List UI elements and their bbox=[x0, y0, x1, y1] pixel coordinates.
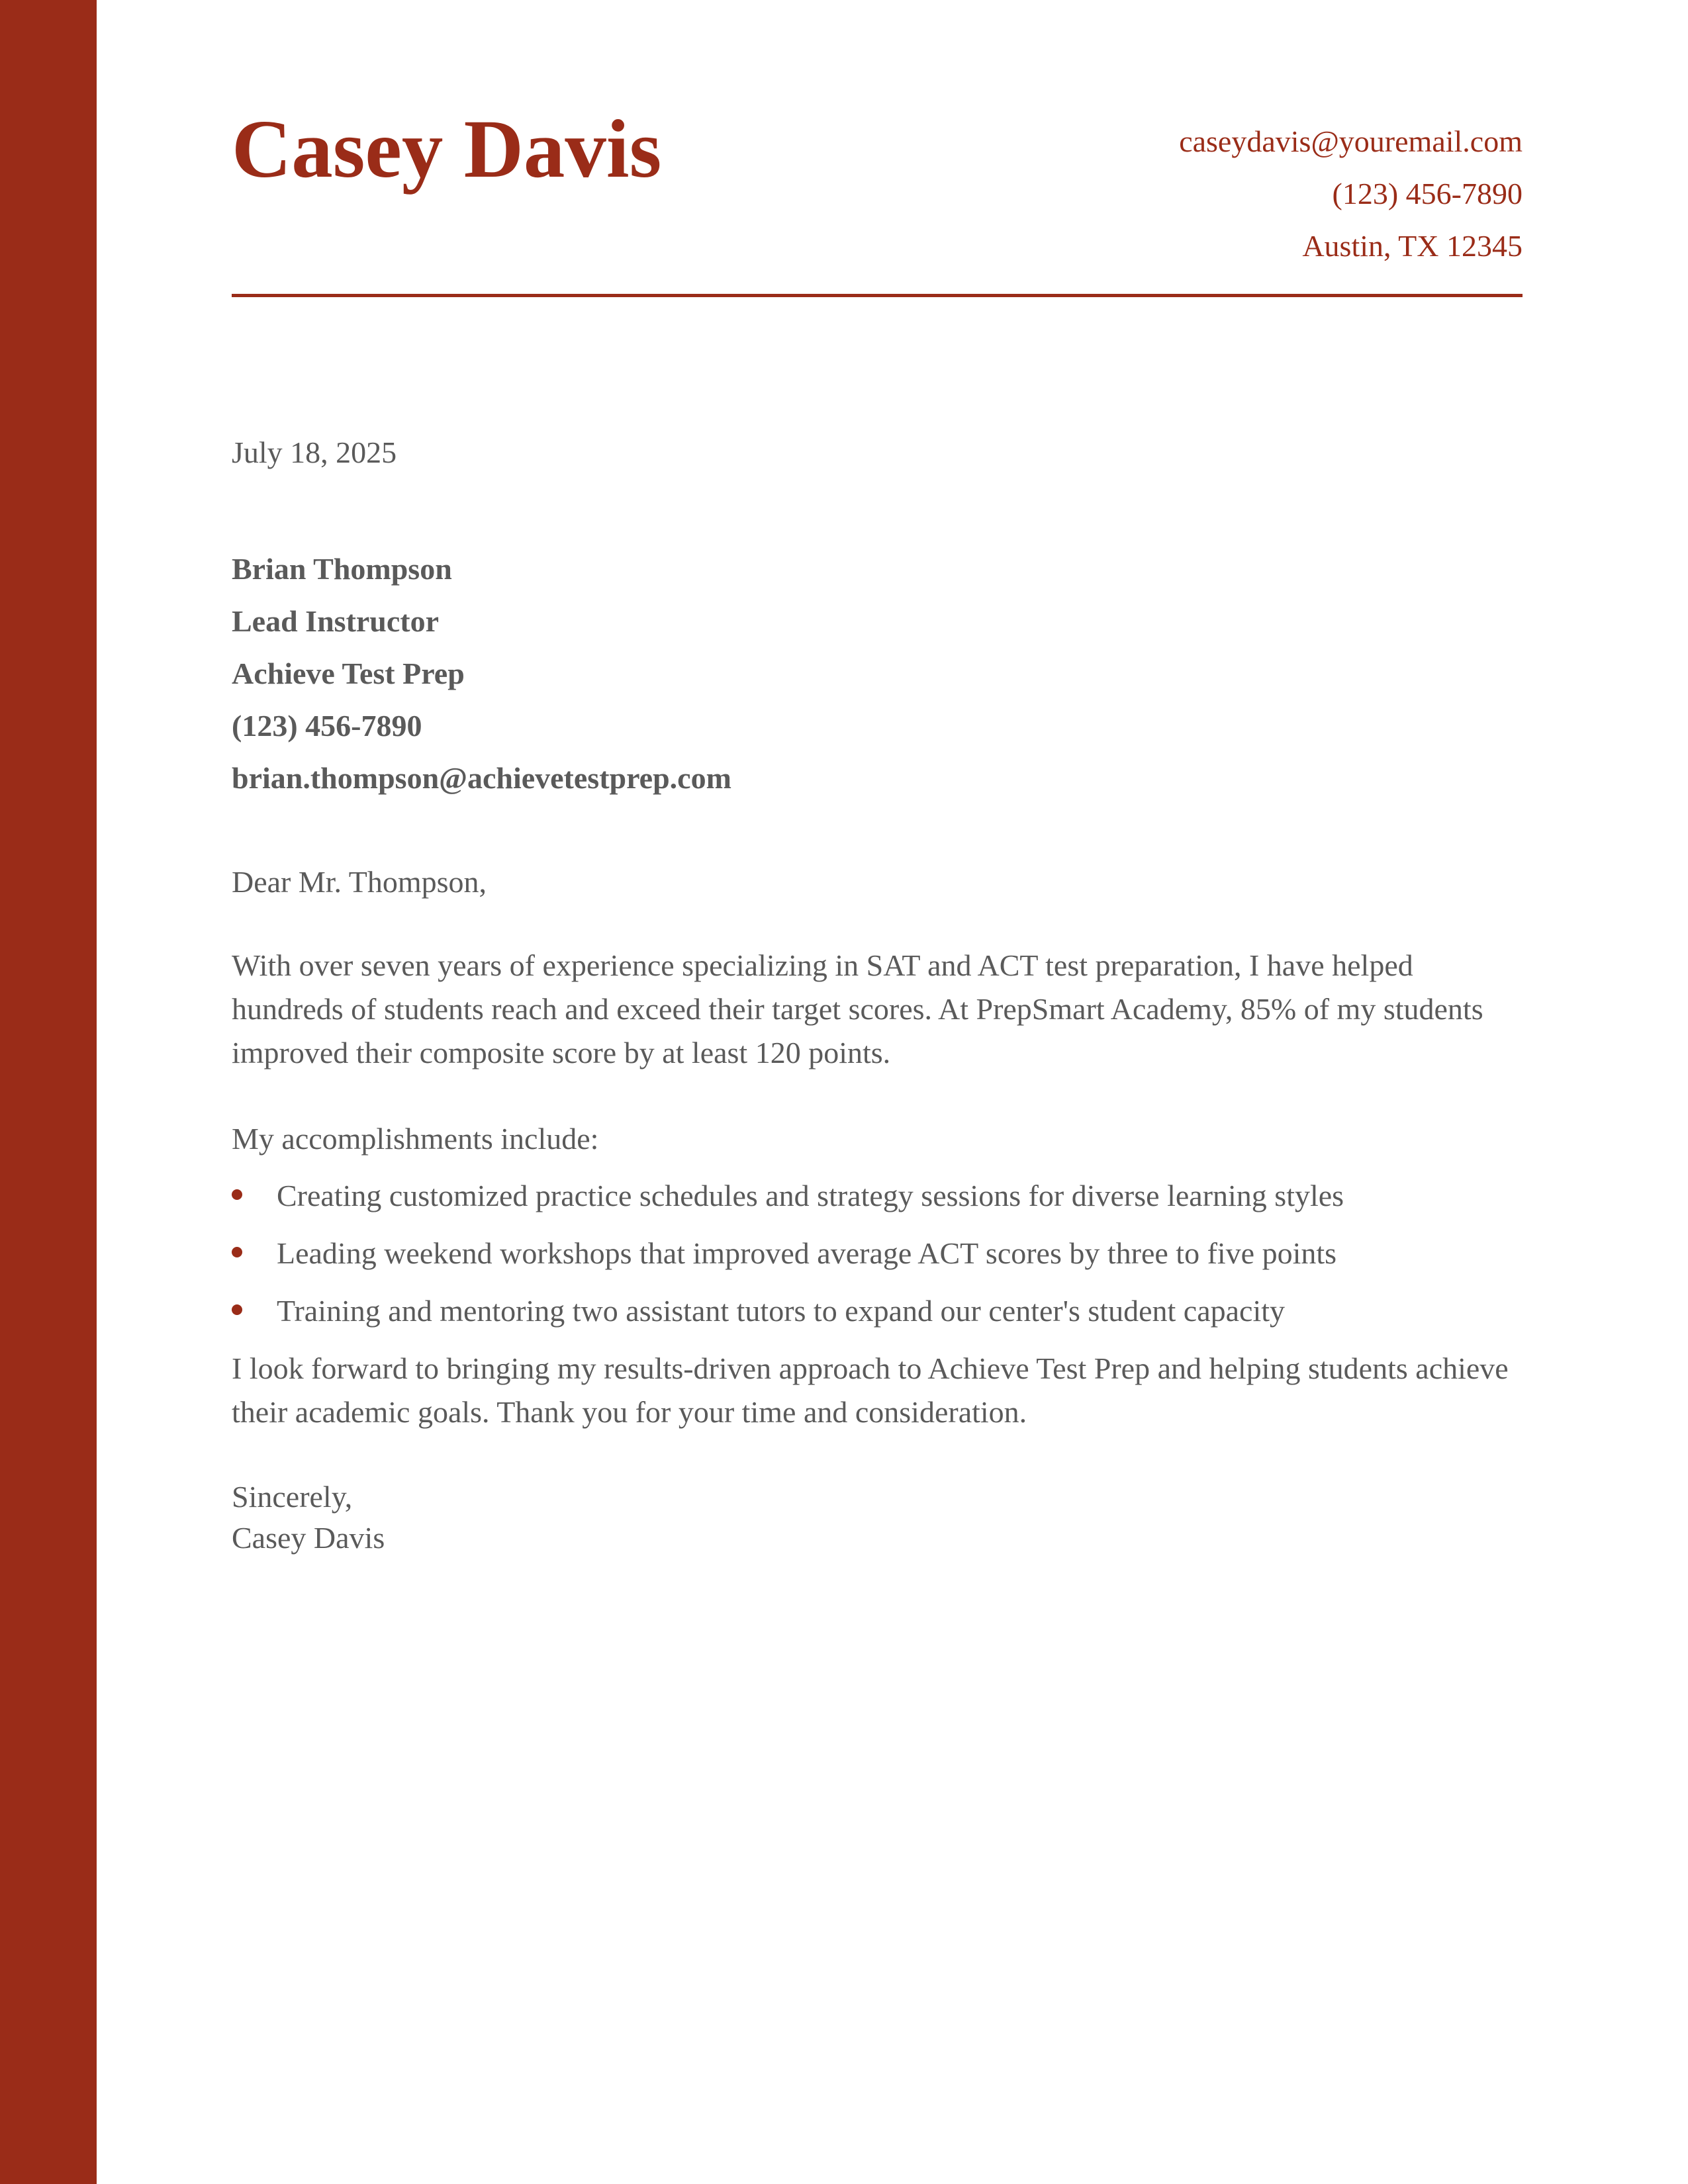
letter-body bbox=[232, 860, 1523, 1559]
list-item bbox=[232, 1232, 1523, 1275]
sender-name: Casey Davis bbox=[232, 104, 662, 195]
recipient-phone: (123) 456-7890 bbox=[232, 709, 422, 743]
recipient-block bbox=[232, 543, 731, 804]
closing-block bbox=[232, 1477, 1523, 1559]
signature: Casey Davis bbox=[232, 1521, 385, 1555]
list-item-text: Training and mentoring two assistant tutors to expand our center's student capacity bbox=[277, 1294, 1286, 1328]
sender-phone: (123) 456-7890 bbox=[1332, 177, 1523, 210]
closing: Sincerely, bbox=[232, 1480, 353, 1514]
accomplishments-list bbox=[232, 1174, 1523, 1333]
sender-contact bbox=[1179, 115, 1523, 272]
recipient-name: Brian Thompson bbox=[232, 552, 452, 586]
recipient-title: Lead Instructor bbox=[232, 604, 440, 638]
header-divider bbox=[232, 294, 1523, 297]
list-item-text: Leading weekend workshops that improved average ACT scores by three to five points bbox=[277, 1236, 1337, 1270]
bullet-icon bbox=[232, 1189, 242, 1200]
sender-location: Austin, TX 12345 bbox=[1302, 229, 1523, 263]
bullet-icon bbox=[232, 1247, 242, 1257]
recipient-email: brian.thompson@achievetestprep.com bbox=[232, 761, 731, 795]
intro-paragraph: With over seven years of experience specializing in SAT and ACT test preparation, I have helped hundreds of students reach and exceed their target scores. At PrepSmart Academy, 85% of my students improved their composite score by at least 120 points. bbox=[232, 948, 1483, 1069]
recipient-company: Achieve Test Prep bbox=[232, 657, 465, 690]
list-item bbox=[232, 1174, 1523, 1218]
accent-sidebar bbox=[0, 0, 97, 2184]
sender-email: caseydavis@youremail.com bbox=[1179, 124, 1523, 158]
conclusion-paragraph: I look forward to bringing my results-driven approach to Achieve Test Prep and helping students achieve their academic goals. Thank you for your time and consideration. bbox=[232, 1351, 1509, 1429]
bullet-icon bbox=[232, 1304, 242, 1315]
accomplishments-intro: My accomplishments include: bbox=[232, 1122, 599, 1156]
list-item-text: Creating customized practice schedules and strategy sessions for diverse learning styles bbox=[277, 1179, 1344, 1212]
letter-date: July 18, 2025 bbox=[232, 435, 397, 469]
salutation: Dear Mr. Thompson, bbox=[232, 865, 487, 899]
list-item bbox=[232, 1289, 1523, 1333]
